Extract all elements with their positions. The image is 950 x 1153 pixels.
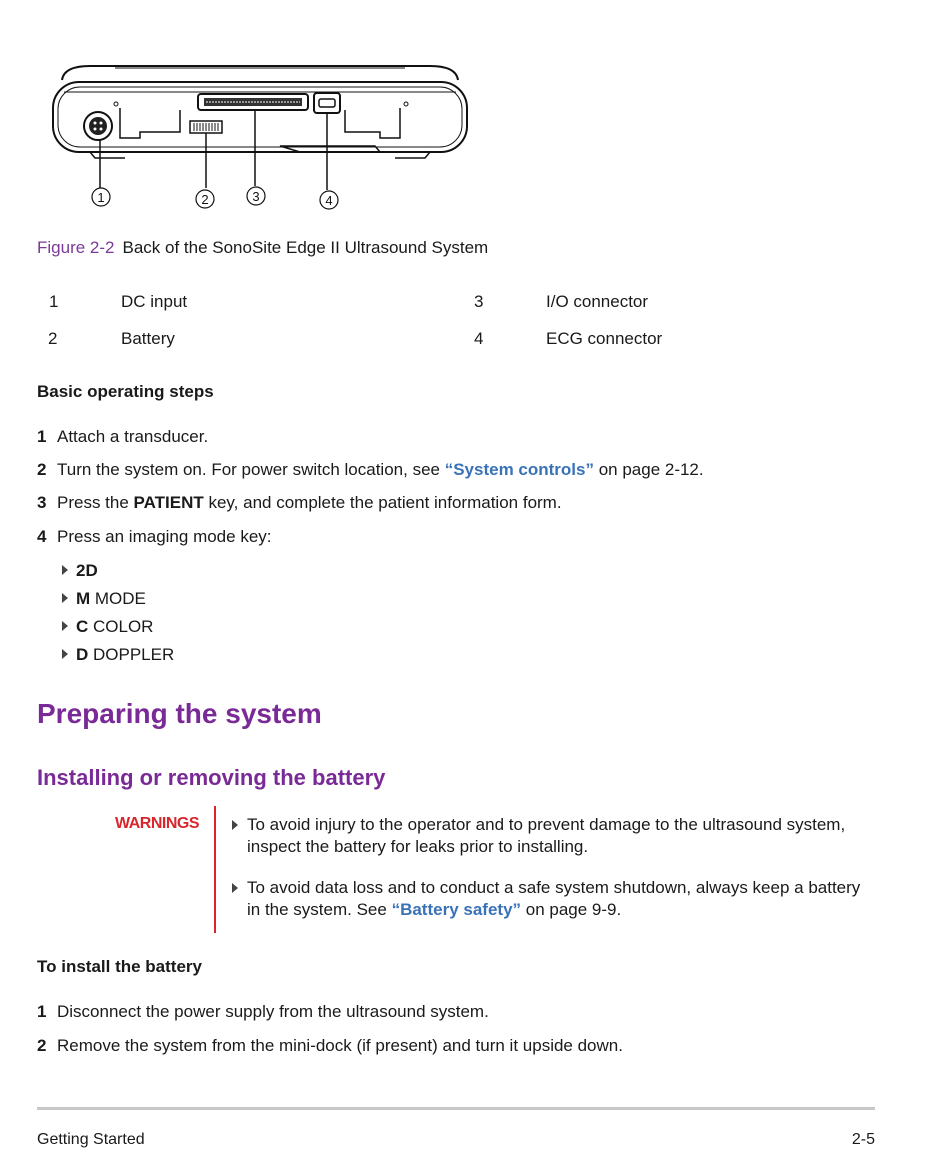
system-controls-link[interactable]: “System controls” bbox=[444, 460, 594, 479]
footer-section-name: Getting Started bbox=[37, 1131, 145, 1148]
warnings-label: WARNINGS bbox=[115, 815, 199, 832]
dc-input-port bbox=[84, 112, 112, 140]
warning-item: To avoid data loss and to conduct a safe system shutdown, always keep a battery in the system. See “Battery safety” on page 9-9. bbox=[232, 877, 872, 921]
mode-list-item: M MODE bbox=[62, 589, 146, 609]
mode-list-item: D DOPPLER bbox=[62, 645, 174, 665]
device-back-illustration bbox=[50, 60, 470, 220]
callout-2: 2 bbox=[201, 192, 209, 207]
step-item: 2 Turn the system on. For power switch location, see “System controls” on page 2-12. bbox=[37, 460, 704, 479]
io-connector-port bbox=[198, 94, 308, 110]
step-item: 1 Disconnect the power supply from the ultrasound system. bbox=[37, 1002, 489, 1021]
mode-list-item: 2D bbox=[62, 561, 98, 581]
legend-label: DC input bbox=[121, 292, 188, 311]
legend-label: Battery bbox=[121, 329, 175, 348]
figure-caption bbox=[37, 238, 488, 258]
patient-key-label: PATIENT bbox=[133, 493, 204, 512]
triangle-bullet-icon bbox=[62, 649, 68, 659]
step-item: 4 Press an imaging mode key: bbox=[37, 527, 272, 546]
battery-safety-link[interactable]: “Battery safety” bbox=[391, 900, 522, 919]
callout-1: 1 bbox=[97, 190, 105, 205]
warning-item: To avoid injury to the operator and to prevent damage to the ultrasound system, inspect the battery for leaks prior to installing. bbox=[232, 814, 872, 858]
install-heading: To install the battery bbox=[37, 957, 202, 976]
battery-latch bbox=[190, 121, 222, 133]
mode-list-item: C COLOR bbox=[62, 617, 153, 637]
triangle-bullet-icon bbox=[62, 621, 68, 631]
warnings-divider bbox=[214, 806, 216, 933]
triangle-bullet-icon bbox=[62, 565, 68, 575]
callout-3: 3 bbox=[252, 189, 260, 204]
figure-caption-text: Back of the SonoSite Edge II Ultrasound System bbox=[122, 238, 489, 257]
legend-num: 1 bbox=[49, 292, 59, 311]
step-item: 1 Attach a transducer. bbox=[37, 427, 209, 446]
legend-label: I/O connector bbox=[546, 292, 649, 311]
triangle-bullet-icon bbox=[232, 820, 238, 830]
step-item: 3 Press the PATIENT key, and complete the patient information form. bbox=[37, 493, 562, 512]
callout-4: 4 bbox=[325, 193, 333, 208]
legend-num: 4 bbox=[474, 329, 484, 348]
ecg-connector-port bbox=[314, 93, 340, 113]
footer-rule bbox=[37, 1107, 875, 1110]
page-number: 2-5 bbox=[851, 1131, 875, 1148]
figure-number: Figure 2-2 bbox=[37, 238, 115, 257]
legend-num: 3 bbox=[474, 292, 484, 311]
legend-label: ECG connector bbox=[546, 329, 663, 348]
triangle-bullet-icon bbox=[232, 883, 238, 893]
triangle-bullet-icon bbox=[62, 593, 68, 603]
subsection-title: Installing or removing the battery bbox=[37, 765, 386, 790]
step-item: 2 Remove the system from the mini-dock (if present) and turn it upside down. bbox=[37, 1036, 623, 1055]
legend-num: 2 bbox=[48, 329, 58, 348]
basic-steps-heading: Basic operating steps bbox=[37, 382, 214, 401]
section-title: Preparing the system bbox=[37, 698, 322, 729]
